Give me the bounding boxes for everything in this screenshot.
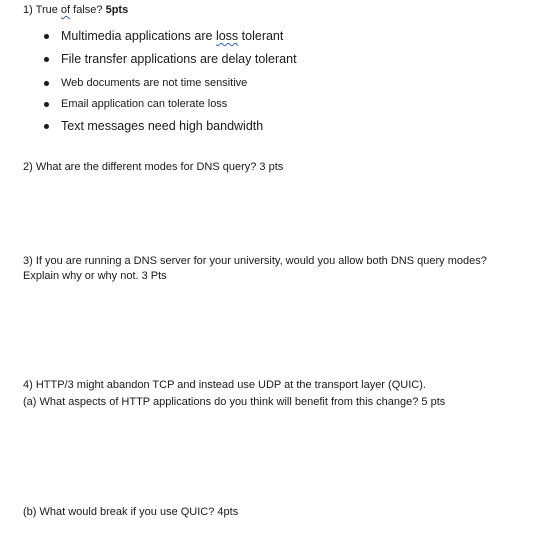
list-item-text-pre: Multimedia applications are (61, 29, 216, 43)
list-item-text: Text messages need high bandwidth (61, 119, 264, 133)
bullet-icon (44, 57, 49, 62)
list-item-text: Web documents are not time sensitive (61, 77, 248, 89)
bullet-icon (44, 124, 49, 129)
list-item (44, 76, 247, 90)
question-1-points: 5pts (105, 4, 129, 16)
spellcheck-flagged-word: loss (215, 29, 239, 43)
bullet-icon (44, 81, 49, 86)
question-3-line-1: 3) If you are running a DNS server for your university, would you allow both DNS query modes? (23, 255, 487, 267)
question-1-prefix: 1) True (23, 4, 61, 16)
question-1-heading (23, 3, 128, 17)
question-3-line-2: Explain why or why not. 3 Pts (23, 270, 167, 282)
list-item (44, 118, 263, 134)
question-4-part-a: (a) What aspects of HTTP applications do you think will benefit from this change? 5 pts (23, 396, 446, 408)
list-item (44, 51, 297, 67)
list-item (44, 97, 227, 111)
question-1-suffix: false? (70, 4, 103, 16)
list-item-text-post: tolerant (238, 29, 284, 43)
list-item-text: File transfer applications are delay tolerant (61, 52, 297, 66)
list-item-text (61, 28, 283, 44)
list-item-text: Email application can tolerate loss (61, 98, 228, 110)
question-4-line-1: 4) HTTP/3 might abandon TCP and instead use UDP at the transport layer (QUIC). (23, 379, 426, 391)
question-4-part-b: (b) What would break if you use QUIC? 4pts (23, 506, 239, 518)
question-2: 2) What are the different modes for DNS query? 3 pts (23, 161, 284, 173)
spellcheck-flagged-word: of (60, 4, 71, 16)
bullet-icon (44, 34, 49, 39)
list-item (44, 28, 283, 44)
bullet-icon (44, 102, 49, 107)
